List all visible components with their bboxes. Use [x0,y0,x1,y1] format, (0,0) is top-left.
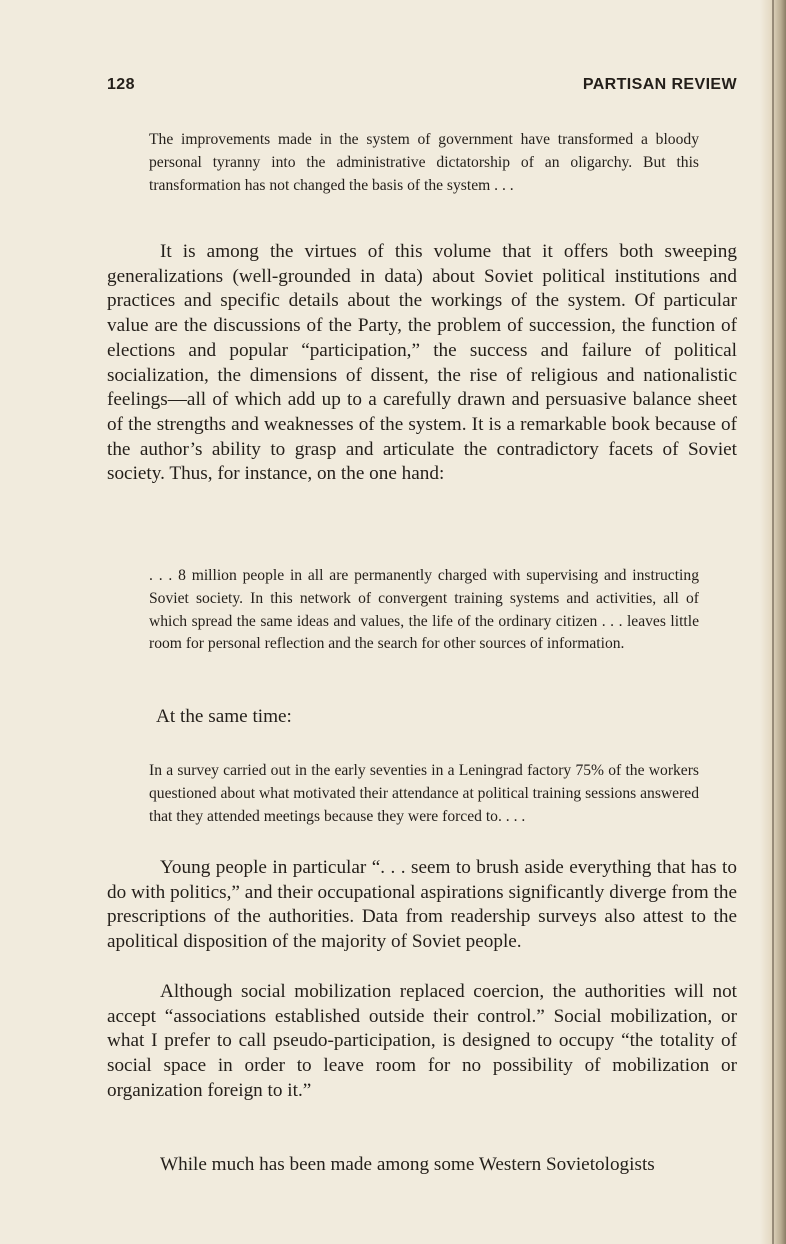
page-header [107,76,737,98]
page-edge-line [772,0,774,1244]
body-paragraph-1: It is among the virtues of this volume that it offers both sweeping generalizations (well-grounded in data) about Soviet political institutions and practices and specific details about the workings of the system. Of particular value are the discussions of the Party, the problem of succession, the function of elections and popular “participation,” the success and failure of political socialization, the dimensions of dissent, the rise of religious and nationalistic feelings—all of which add up to a carefully drawn and persuasive balance sheet of the strengths and weaknesses of the system. It is a remarkable book because of the author’s ability to grasp and articulate the contradictory facets of Soviet society. Thus, for instance, on the one hand: [107,241,737,485]
body-paragraph-3: Young people in particular “. . . seem to brush aside everything that has to do with politics,” and their occupational aspirations significantly diverge from the prescriptions of the authorities. Data from readership surveys also attest to the apolitical disposition of the majority of Soviet people. [107,857,737,953]
body-paragraph-5: While much has been made among some Western Sovietologists [160,1154,655,1175]
block-quote-1: The improvements made in the system of government have transformed a bloody personal tyranny into the administrative dictatorship of an oligarchy. But this transformation has not changed the basis of the system . . . [149,131,699,194]
block-quote-2: . . . 8 million people in all are permanently charged with supervising and instructing Soviet society. In this network of convergent training systems and activities, all of which spread the same ideas and values, the life of the ordinary citizen . . . leaves little room for personal reflection and the search for other sources of information. [149,567,699,653]
page-number: 128 [107,76,135,93]
block-quote-3: In a survey carried out in the early seventies in a Leningrad factory 75% of the workers questioned about what motivated their attendance at political training sessions answered that they attended meetings because they were forced to. . . . [149,762,699,825]
body-paragraph-2: At the same time: [156,706,292,727]
running-head: PARTISAN REVIEW [582,76,737,93]
body-paragraph-4: Although social mobilization replaced coercion, the authorities will not accept “associations established outside their control.” Social mobilization, or what I prefer to call pseudo-participation, is designed to occupy “the totality of social space in order to leave room for no possibility of mobilization or organization foreign to it.” [107,981,737,1101]
